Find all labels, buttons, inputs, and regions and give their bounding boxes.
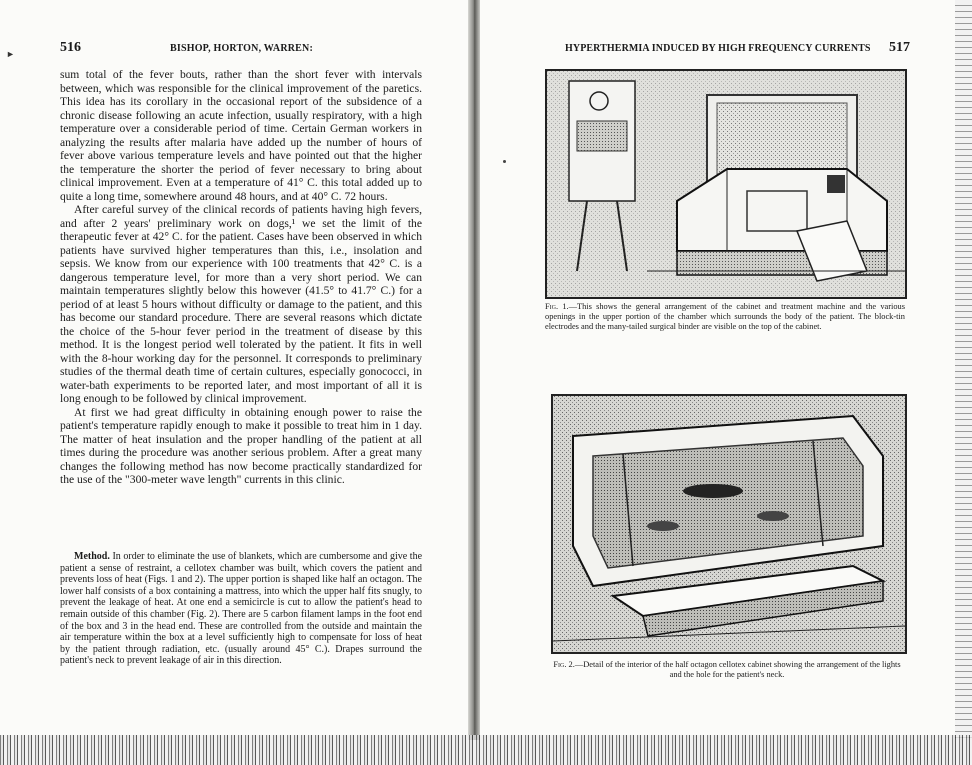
method-heading: Method. [74, 551, 110, 562]
figure-1-caption [545, 302, 905, 331]
scan-bottom-noise [0, 735, 972, 765]
method-section [60, 551, 422, 667]
right-title-head: HYPERTHERMIA INDUCED BY HIGH FREQUENCY CURRENTS [565, 43, 871, 54]
margin-mark-icon: ► [6, 49, 15, 59]
left-body-text [60, 68, 422, 487]
figure-2-label: Fig. 2. [553, 660, 575, 669]
paragraph-3: At first we had great difficulty in obtaining enough power to raise the patient's temperature rapidly enough to make it possible to treat him in 1 day. The matter of heat insulation and the proper handling of the patient at all times during the procedure was another serious problem. After a great many changes the following method has now become practically standardized for the use of the "300-meter wave length" currents in this clinic. [60, 405, 422, 486]
book-gutter [468, 0, 480, 740]
figure-2-illustration [553, 396, 905, 652]
figure-1-label: Fig. 1. [545, 302, 569, 311]
method-paragraph [60, 551, 422, 667]
method-body: In order to eliminate the use of blankets, which are cumbersome and give the patient a sense of restraint, a cellotex chamber was built, which covers the patient and prevents loss of heat (Figs. 1 and 2). The upper portion is shaped like half an octagon. The lower half consists of a box containing a mattress, into which the upper half fits snugly, to prevent the leakage of heat. At one end a semicircle is cut to allow the patient's head to remain outside of this chamber (Fig. 2). There are 5 carbon filament lamps in the foot end of the box and 3 in the head end. These are controlled from the outside and maintain the air temperature within the box at a level sufficiently high to compensate for loss of heat by the patient through radiation, etc. (usually around 45° C.). Drapes surround the patient's neck to prevent leakage of air in this direction. [60, 551, 423, 667]
speck-dot [503, 160, 506, 163]
scan-edge-noise [955, 0, 972, 740]
right-running-head [560, 40, 910, 60]
figure-2-photo [551, 394, 907, 654]
paragraph-1: sum total of the fever bouts, rather than the short fever with intervals between, which was responsible for the clinical improvement of the paretics. This idea has its corollary in the occasional report of the subsidence of a chronic disease following an acute infection, usually respiratory, with a high temperature over a considerable period of time. Certain German workers in analyzing the results after malaria have added up the number of hours of fever above various temperature levels and have pointed out that the higher the temperature the shorter the period of fever necessary to bring about clinical improvement. Even at a temperature of 41° C. this total added up to quite a long time, somewhere around 48 hours, and at 40° C. 72 hours. [60, 68, 422, 203]
left-page-number: 516 [60, 40, 81, 55]
figure-1-photo [545, 69, 907, 299]
figure-1-caption-text: —This shows the general arrangement of the cabinet and treatment machine and the various openings in the upper portion of the chamber which surrounds the body of the patient. The block-tin electrodes and the many-tailed surgical binder are visible on the top of the cabinet. [545, 302, 905, 331]
figure-2-caption-text: —Detail of the interior of the half octagon cellotex cabinet showing the arrangement of the lights and the hole for the patient's neck. [574, 660, 901, 679]
paragraph-2: After careful survey of the clinical records of patients having high fevers, and after 2 years' preliminary work on dogs,¹ we set the limit of the therapeutic fever at 42° C. for the patient. Cases have been observed in which patients have survived higher temperatures than this, i.e., insolation and sepsis. We know from our experience with 100 treatments that 42° C. is a dangerous temperature level, for more than a very short period. We can maintain temperatures slightly below this however (41.5° to 41.7° C.) for a period of at least 5 hours without difficulty or damage to the patient, and this has become our standard procedure. There are several reasons which dictate the choice of the 5-hour fever period in the treatment of disease by this method. It is the longest period well tolerated by the patient. It fits in well with the 8-hour working day for the personnel. It corresponds to preliminary studies of the thermal death time of certain cultures, especially gonococci, in water-bath experiments to be reported later, and most important of all it is long enough to be followed by clinical improvement. [60, 203, 422, 405]
figure-1-illustration [547, 71, 905, 297]
right-page-number: 517 [889, 40, 910, 55]
left-authors-head: BISHOP, HORTON, WARREN: [170, 43, 313, 54]
left-running-head [60, 40, 420, 60]
figure-2-caption [551, 660, 903, 680]
